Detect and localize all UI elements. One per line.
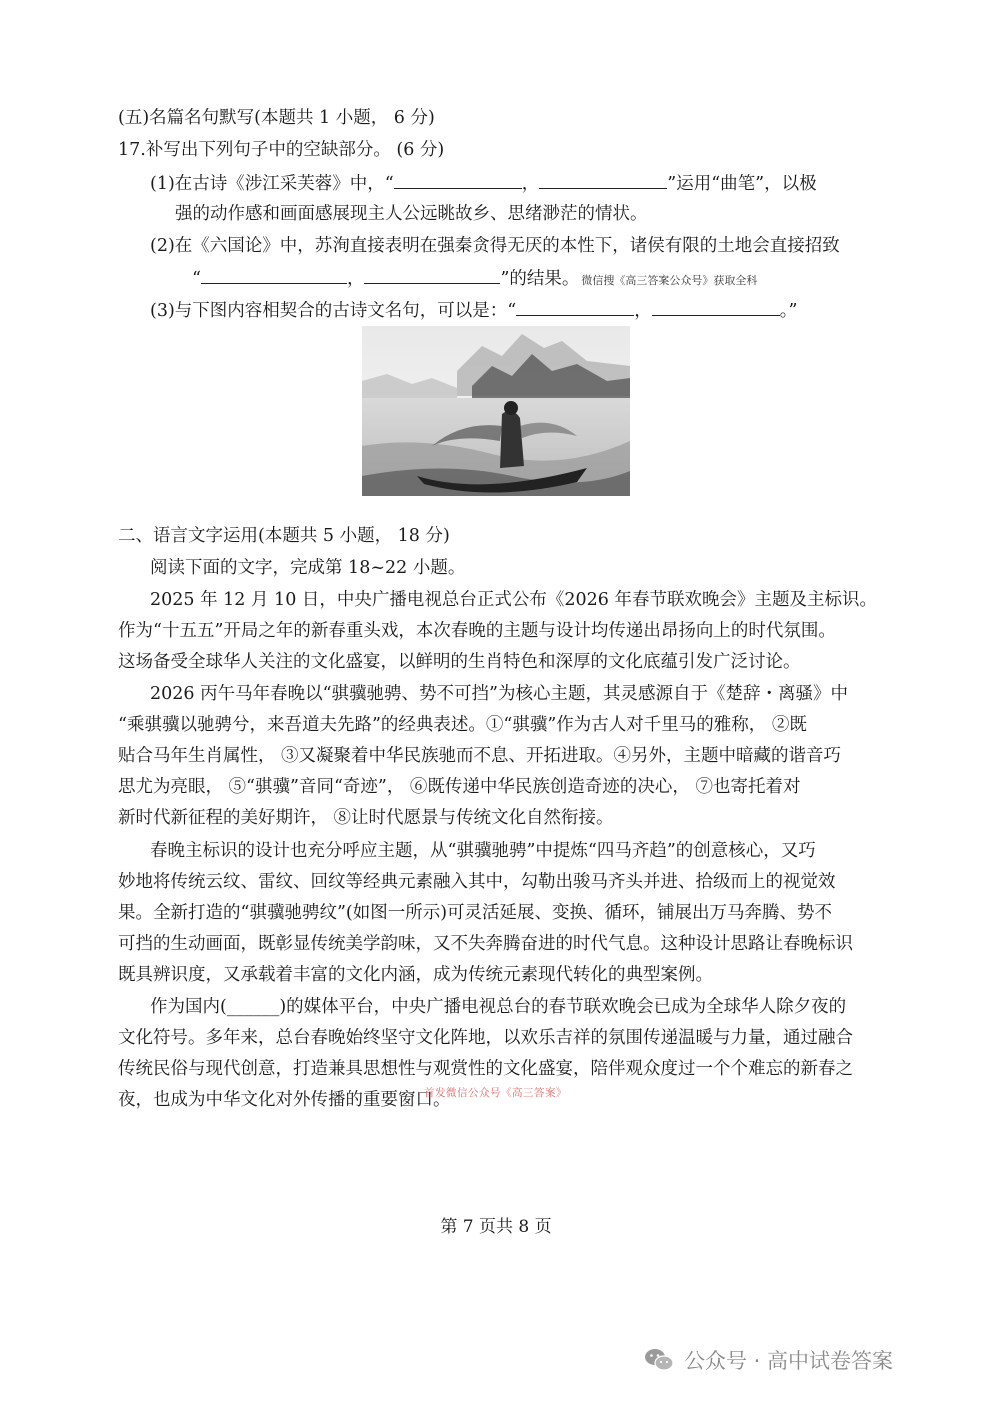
q17-2-open-quote: “ xyxy=(192,269,201,289)
p3-line: 可挡的生动画面，既彰显传统美学韵味，又不失奔腾奋进的时代气息。这种设计思路让春晚标识 xyxy=(118,934,853,954)
q17-2-blank-2[interactable] xyxy=(364,265,500,284)
account-brand xyxy=(644,1345,893,1375)
q17-1-text-b: ”运用“曲笔”，以极 xyxy=(667,174,817,194)
q17-3-blank-2[interactable] xyxy=(652,297,780,316)
p1-line: 作为“十五五”开局之年的新春重头戏，本次春晚的主题与设计均传递出昂扬向上的时代氛围。 xyxy=(118,621,836,641)
reading-instruction: 阅读下面的文字，完成第 18~22 小题。 xyxy=(150,558,466,578)
p2-line: 新时代新征程的美好期许， ⑧让时代愿景与传统文化自然衔接。 xyxy=(118,808,614,828)
page-number: 第 7 页共 8 页 xyxy=(440,1217,552,1237)
p2-line: 贴合马年生肖属性， ③又凝聚着中华民族驰而不息、开拓进取。④另外，主题中暗藏的谐音巧 xyxy=(118,746,842,766)
q17-1-blank-1[interactable] xyxy=(394,170,522,189)
p4-line: 作为国内(______)的媒体平台，中央广播电视总台的春节联欢晚会已成为全球华人除夕夜的 xyxy=(150,997,847,1017)
red-watermark: 首发微信公众号《高三答案》 xyxy=(424,1087,567,1099)
q17-1-blank-2[interactable] xyxy=(539,170,667,189)
p4-line: 传统民俗与现代创意，打造兼具思想性与观赏性的文化盛宴，陪伴观众度过一个个难忘的新春之 xyxy=(118,1059,853,1079)
q17-3-text-b: 。” xyxy=(779,301,798,321)
p3-line: 既具辨识度，又承载着丰富的文化内涵，成为传统元素现代转化的典型案例。 xyxy=(118,965,713,985)
section5-heading: (五)名篇名句默写(本题共 1 小题， 6 分) xyxy=(118,108,435,128)
section2-heading: 二、语言文字运用(本题共 5 小题， 18 分) xyxy=(118,526,450,546)
q17-3-comma: ， xyxy=(634,301,652,321)
q17-2-comma: ， xyxy=(346,269,365,289)
p3-line: 春晚主标识的设计也充分呼应主题，从“骐骥驰骋”中提炼“四马齐趋”的创意核心，又巧 xyxy=(150,841,816,861)
p3-line: 果。全新打造的“骐骥驰骋纹”(如图一所示)可灵活延展、变换、循环，铺展出万马奔腾、势不 xyxy=(118,903,833,923)
p4-line: 夜，也成为中华文化对外传播的重要窗口。 xyxy=(118,1090,451,1110)
p2-line: 2026 丙午马年春晚以“骐骥驰骋、势不可挡”为核心主题，其灵感源自于《楚辞・离骚》中 xyxy=(150,684,848,704)
q17-1-comma: ， xyxy=(521,174,540,194)
p3-line: 妙地将传统云纹、雷纹、回纹等经典元素融入其中，勾勒出骏马齐头并进、拾级而上的视觉效 xyxy=(118,872,836,892)
q17-1-text-a: (1)在古诗《涉江采芙蓉》中，“ xyxy=(150,174,394,194)
q17-1-line2: 强的动作感和画面感展现主人公远眺故乡、思绪渺茫的情状。 xyxy=(175,204,648,224)
q17-title: 17.补写出下列句子中的空缺部分。 (6 分) xyxy=(118,140,445,160)
p4-line: 文化符号。多年来，总台春晚始终坚守文化阵地，以欢乐吉祥的氛围传递温暖与力量，通过融合 xyxy=(118,1028,853,1048)
brand-text: 公众号 · 高中试卷答案 xyxy=(684,1349,894,1373)
p2-line: 思尤为亮眼， ⑤“骐骥”音同“奇迹”， ⑥既传递中华民族创造奇迹的决心， ⑦也寄托着对 xyxy=(118,777,801,797)
q17-3-text-a: (3)与下图内容相契合的古诗文名句，可以是：“ xyxy=(150,301,517,321)
p1-line: 2025 年 12 月 10 日，中央广播电视总台正式公布《2026 年春节联欢晚会》主题及主标识。 xyxy=(150,590,877,610)
q17-2-text-c: ”的结果。 xyxy=(500,269,580,289)
q17-2-blank-1[interactable] xyxy=(201,265,347,284)
p1-line: 这场备受全球华人关注的文化盛宴，以鲜明的生肖特色和深厚的文化底蕴引发广泛讨论。 xyxy=(118,652,801,672)
q17-2-line2 xyxy=(192,265,757,293)
p2-line: “乘骐骥以驰骋兮，来吾道夫先路”的经典表述。①“骐骥”作为古人对千里马的雅称， ②既 xyxy=(118,715,807,735)
ink-landscape-illustration xyxy=(362,326,630,496)
q17-1-line1 xyxy=(150,170,817,196)
q17-2-line1: (2)在《六国论》中，苏洵直接表明在强秦贪得无厌的本性下，诸侯有限的土地会直接招致 xyxy=(150,236,840,256)
wechat-icon xyxy=(644,1347,674,1373)
q17-3-line xyxy=(150,297,797,323)
wechat-search-watermark: 微信搜《高三答案公众号》获取全科 xyxy=(581,274,758,287)
q17-3-blank-1[interactable] xyxy=(516,297,634,316)
